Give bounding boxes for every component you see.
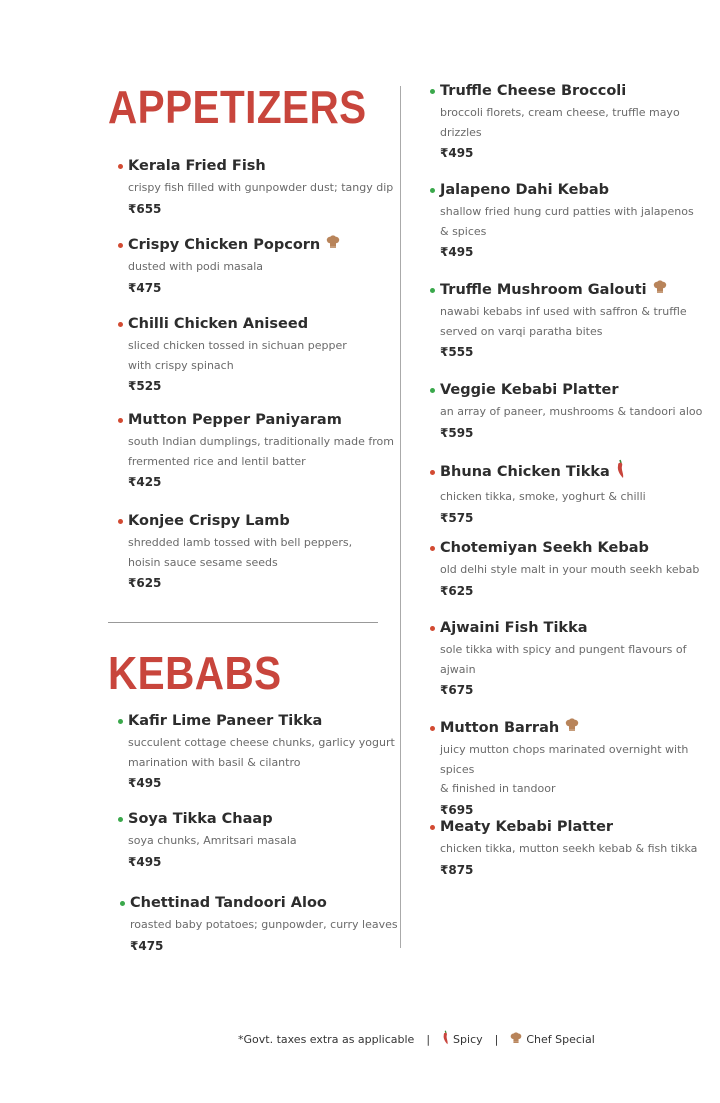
separator: |	[426, 1032, 431, 1046]
item-desc: broccoli florets, cream cheese, truffle mayo	[440, 106, 680, 119]
nonveg-dot	[118, 322, 123, 327]
nonveg-dot	[118, 418, 123, 423]
section-divider	[108, 622, 378, 623]
item-desc: sole tikka with spicy and pungent flavours of	[440, 643, 687, 656]
item-desc: an array of paneer, mushrooms & tandoori aloo	[440, 405, 703, 418]
veg-dot	[430, 188, 435, 193]
item-price: ₹555	[440, 345, 474, 359]
item-desc: drizzles	[440, 125, 482, 139]
item-desc: shallow fried hung curd patties with jalapenos	[440, 205, 694, 218]
item-price: ₹525	[128, 379, 162, 393]
list-item	[118, 314, 347, 396]
item-desc: & finished in tandoor	[440, 782, 556, 795]
item-price: ₹675	[440, 683, 474, 697]
item-desc: succulent cottage cheese chunks, garlicy yogurt	[128, 736, 395, 749]
item-name: Crispy Chicken Popcorn	[128, 237, 321, 253]
list-item	[430, 538, 699, 601]
item-name: Soya Tikka Chaap	[128, 811, 273, 827]
nonveg-dot	[430, 825, 435, 830]
item-desc: hoisin sauce sesame seeds	[128, 555, 278, 569]
item-desc: frermented rice and lentil batter	[128, 454, 306, 468]
legend-chef-special: Chef Special	[526, 1032, 595, 1046]
legend-spicy: Spicy	[453, 1032, 483, 1046]
item-price: ₹695	[440, 802, 474, 817]
item-name: Bhuna Chicken Tikka	[440, 464, 610, 480]
item-name: Mutton Pepper Paniyaram	[128, 412, 342, 428]
item-name: Kafir Lime Paneer Tikka	[128, 713, 323, 729]
chef-hat-icon	[510, 1032, 522, 1047]
item-desc: with crispy spinach	[128, 358, 234, 372]
list-item	[120, 893, 398, 956]
item-name: Kerala Fried Fish	[128, 158, 266, 174]
list-item	[118, 235, 340, 298]
list-item	[118, 410, 394, 492]
item-price: ₹655	[128, 201, 162, 216]
item-name: Jalapeno Dahi Kebab	[440, 182, 610, 198]
item-desc: soya chunks, Amritsari masala	[128, 834, 297, 847]
column-divider	[400, 86, 401, 948]
item-price: ₹495	[440, 245, 474, 259]
item-desc: crispy fish filled with gunpowder dust; tangy dip	[128, 181, 394, 194]
item-price: ₹495	[128, 776, 162, 790]
nonveg-dot	[118, 243, 123, 248]
chef-hat-icon	[565, 718, 579, 738]
list-item	[430, 459, 646, 528]
list-item	[118, 511, 352, 593]
item-desc: shredded lamb tossed with bell peppers,	[128, 536, 353, 549]
item-name: Chotemiyan Seekh Kebab	[440, 540, 649, 556]
item-desc: chicken tikka, smoke, yoghurt & chilli	[440, 490, 646, 503]
chilli-icon	[616, 459, 626, 485]
item-name: Konjee Crispy Lamb	[128, 513, 290, 529]
item-price: ₹595	[440, 425, 474, 440]
item-name: Mutton Barrah	[440, 720, 560, 736]
item-name: Meaty Kebabi Platter	[440, 819, 614, 835]
item-price: ₹475	[130, 938, 164, 953]
veg-dot	[430, 89, 435, 94]
item-price: ₹425	[128, 475, 162, 489]
item-price: ₹495	[128, 854, 162, 869]
list-item	[430, 718, 720, 820]
chilli-icon	[442, 1030, 450, 1048]
item-price: ₹875	[440, 862, 474, 877]
item-name: Chettinad Tandoori Aloo	[130, 895, 327, 911]
item-desc: marination with basil & cilantro	[128, 755, 301, 769]
list-item	[430, 380, 702, 443]
list-item	[430, 280, 687, 362]
item-desc: roasted baby potatoes; gunpowder, curry leaves	[130, 918, 398, 931]
appetizers-title: APPETIZERS	[108, 81, 367, 133]
item-name: Truffle Cheese Broccoli	[440, 83, 627, 99]
item-price: ₹495	[440, 146, 474, 160]
list-item	[118, 156, 393, 219]
veg-dot	[430, 288, 435, 293]
item-price: ₹575	[440, 510, 474, 525]
list-item	[430, 180, 694, 262]
item-name: Ajwaini Fish Tikka	[440, 620, 588, 636]
veg-dot	[430, 388, 435, 393]
item-price: ₹625	[128, 576, 162, 590]
item-name: Truffle Mushroom Galouti	[440, 282, 647, 298]
taxes-note: *Govt. taxes extra as applicable	[238, 1032, 415, 1046]
nonveg-dot	[118, 519, 123, 524]
nonveg-dot	[430, 546, 435, 551]
item-desc: sliced chicken tossed in sichuan pepper	[128, 339, 347, 352]
item-price: ₹475	[128, 280, 162, 295]
veg-dot	[120, 901, 125, 906]
nonveg-dot	[430, 470, 435, 475]
veg-dot	[118, 719, 123, 724]
chef-hat-icon	[653, 280, 667, 300]
item-desc: dusted with podi masala	[128, 260, 264, 273]
item-name: Chilli Chicken Aniseed	[128, 316, 309, 332]
list-item	[430, 817, 697, 880]
list-item	[118, 809, 297, 872]
item-desc: juicy mutton chops marinated overnight with spices	[440, 743, 689, 776]
item-desc: nawabi kebabs inf used with saffron & truffle	[440, 305, 687, 318]
chef-hat-icon	[326, 235, 340, 255]
list-item	[430, 81, 680, 163]
item-desc: & spices	[440, 224, 487, 238]
item-name: Veggie Kebabi Platter	[440, 382, 619, 398]
nonveg-dot	[430, 726, 435, 731]
kebabs-title: KEBABS	[108, 647, 282, 699]
item-desc: served on varqi paratha bites	[440, 324, 603, 338]
list-item	[430, 618, 686, 700]
item-price: ₹625	[440, 583, 474, 598]
item-desc: old delhi style malt in your mouth seekh kebab	[440, 563, 700, 576]
list-item	[118, 711, 395, 793]
item-desc: south Indian dumplings, traditionally made from	[128, 435, 394, 448]
nonveg-dot	[430, 626, 435, 631]
nonveg-dot	[118, 164, 123, 169]
item-desc: ajwain	[440, 662, 476, 676]
footer-legend	[238, 1030, 595, 1048]
separator: |	[494, 1032, 499, 1046]
veg-dot	[118, 817, 123, 822]
item-desc: chicken tikka, mutton seekh kebab & fish tikka	[440, 842, 698, 855]
